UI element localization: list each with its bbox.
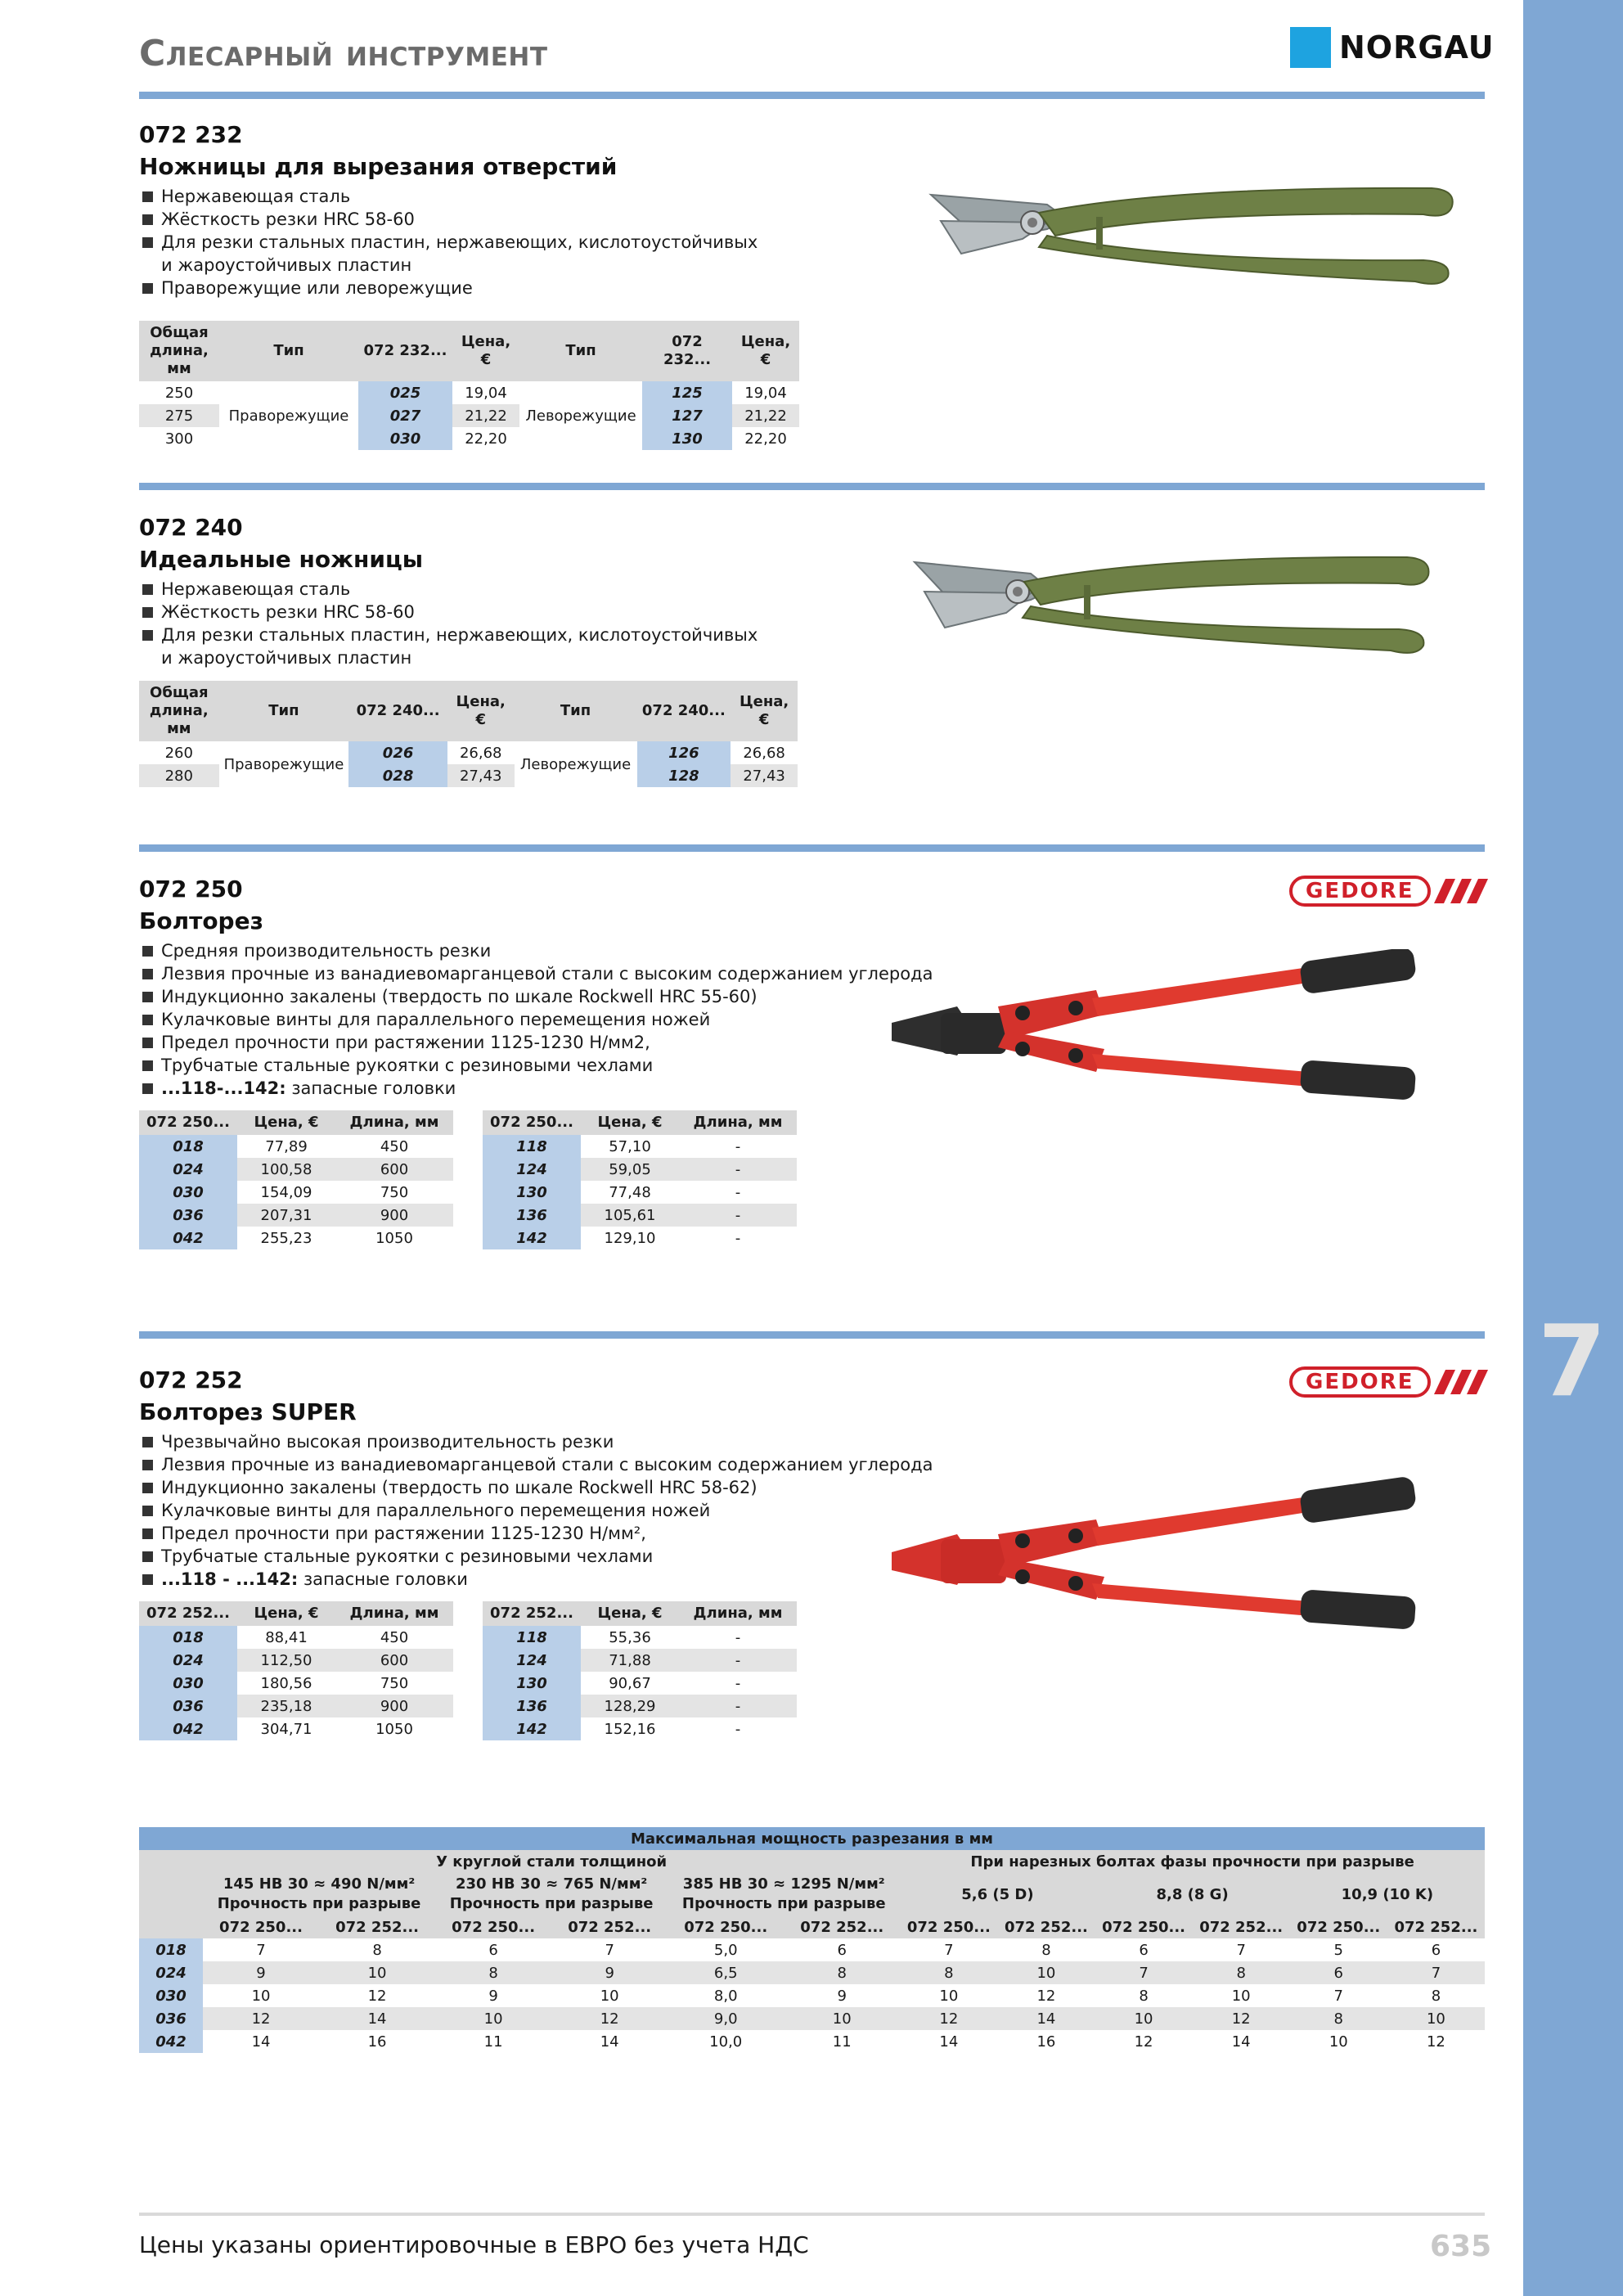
article-cell: 042 (139, 1227, 237, 1249)
article-cell: 118 (483, 1135, 581, 1158)
spare-heads-range: ...118 - ...142: (161, 1569, 299, 1589)
price-cell: 27,43 (731, 764, 798, 787)
price-cell: 304,71 (260, 1720, 312, 1738)
footer-divider (139, 2213, 1485, 2216)
gedore-stripes-icon (1434, 1366, 1491, 1398)
feature-item: Нержавеющая сталь (139, 185, 761, 208)
sub-bolts-header: 8,8 (8 G) (1095, 1873, 1290, 1916)
length-cell: - (735, 1628, 741, 1646)
bolt-cutter-image (883, 949, 1440, 1113)
length-cell: - (735, 1720, 741, 1738)
table-row (139, 1181, 453, 1204)
article-cell: 128 (637, 764, 731, 787)
col-header: 072 250... (203, 1916, 319, 1938)
table-row (139, 1227, 453, 1249)
product-title: Идеальные ножницы (139, 546, 424, 573)
capacity-cell: 9,0 (668, 2007, 784, 2030)
feature-list (139, 939, 957, 1100)
table-row (139, 1158, 453, 1181)
capacity-cell: 8 (1193, 1961, 1290, 1984)
type-cell: Леворежущие (519, 755, 632, 773)
length-cell: 600 (335, 1649, 453, 1672)
feature-list (139, 578, 761, 669)
length-cell: - (735, 1229, 741, 1247)
capacity-cell: 11 (832, 2033, 852, 2051)
article-cell: 030 (358, 427, 452, 450)
capacity-cell: 5,0 (713, 1941, 738, 1959)
col-header: Общая длина, мм (139, 681, 219, 741)
col-header: 072 250... (139, 1110, 237, 1135)
article-cell: 030 (139, 1672, 237, 1695)
product-title: Ножницы для вырезания отверстий (139, 153, 618, 180)
spare-heads-range: ...118-...142: (161, 1078, 286, 1098)
footer-note: Цены указаны ориентировочные в ЕВРО без учета НДС (139, 2231, 809, 2258)
price-cell: 207,31 (237, 1204, 335, 1227)
capacity-cell: 8 (372, 1941, 382, 1959)
length-cell: 750 (380, 1183, 409, 1201)
price-cell: 22,20 (744, 430, 787, 448)
feature-list (139, 1430, 957, 1591)
group-bolts-header: При нарезных болтах фазы прочности при разрыве (900, 1850, 1485, 1873)
price-cell: 255,23 (260, 1229, 312, 1247)
col-header: Цена, € (581, 1601, 679, 1626)
capacity-cell: 6 (1431, 1941, 1441, 1959)
feature-item: Предел прочности при растяжении 1125-1230 Н/мм², (139, 1522, 957, 1545)
divider (139, 1331, 1485, 1339)
capacity-cell: 14 (1231, 2033, 1251, 2051)
col-header: 072 250... (1095, 1916, 1193, 1938)
capacity-cell: 6 (1290, 1961, 1387, 1984)
article-cell: 027 (358, 404, 452, 427)
price-cell: 26,68 (743, 744, 785, 762)
col-header: 072 232... (642, 321, 732, 381)
length-cell: 1050 (375, 1720, 413, 1738)
article-cell: 036 (139, 1695, 237, 1717)
price-cell: 27,43 (447, 764, 515, 787)
capacity-cell: 7 (1387, 1961, 1485, 1984)
col-header: Цена, € (237, 1601, 335, 1626)
page-number: 635 (1430, 2230, 1492, 2263)
capacity-cell: 10 (319, 1961, 435, 1984)
length-cell: 1050 (375, 1229, 413, 1247)
price-cell: 26,68 (459, 744, 502, 762)
col-header: 072 252... (997, 1916, 1095, 1938)
price-cell: 71,88 (581, 1649, 679, 1672)
price-cell: 154,09 (260, 1183, 312, 1201)
capacity-cell: 10,0 (709, 2033, 743, 2051)
gedore-logo-text: GEDORE (1289, 876, 1431, 907)
feature-item (139, 1077, 957, 1100)
col-header: Длина, мм (679, 1110, 797, 1135)
table-row (483, 1158, 797, 1181)
price-cell: 22,20 (465, 430, 507, 448)
capacity-cell: 8,0 (713, 1987, 738, 2005)
price-cell: 112,50 (237, 1649, 335, 1672)
col-header: Цена, € (731, 681, 798, 741)
feature-item: Нержавеющая сталь (139, 578, 761, 601)
length-cell: - (679, 1204, 797, 1227)
sub-round-header: 230 HB 30 ≈ 765 N/мм² Прочность при разрыве (435, 1873, 668, 1916)
divider (139, 92, 1485, 99)
capacity-cell: 7 (605, 1941, 614, 1959)
capacity-cell: 11 (483, 2033, 503, 2051)
table-row (139, 1672, 453, 1695)
capacity-cell: 9 (551, 1961, 668, 1984)
capacity-cell: 6,5 (668, 1961, 784, 1984)
product-072252 (139, 1366, 957, 1591)
chapter-sidebar (1523, 0, 1623, 2296)
brand-name: NORGAU (1339, 29, 1495, 65)
feature-item: Трубчатые стальные рукоятки с резиновыми чехлами (139, 1545, 957, 1568)
capacity-cell: 14 (997, 2007, 1095, 2030)
brand-square-icon (1290, 27, 1331, 68)
capacity-cell: 12 (367, 1987, 387, 2005)
article-cell: 118 (483, 1626, 581, 1649)
col-header: Цена, € (452, 321, 519, 381)
length-cell: 450 (380, 1137, 409, 1155)
divider (139, 844, 1485, 852)
table-row (483, 1626, 797, 1649)
article-cell: 136 (483, 1204, 581, 1227)
table-row (483, 1649, 797, 1672)
capacity-cell: 10 (997, 1961, 1095, 1984)
article-cell: 126 (637, 741, 731, 764)
feature-item: Жёсткость резки HRC 58-60 (139, 601, 761, 624)
capacity-cell: 14 (251, 2033, 271, 2051)
length-cell: 450 (380, 1628, 409, 1646)
price-cell: 19,04 (744, 384, 787, 402)
capacity-cell: 12 (203, 2007, 319, 2030)
article-cell: 130 (642, 427, 732, 450)
capacity-cell: 10 (784, 2007, 900, 2030)
capacity-cell: 8 (784, 1961, 900, 1984)
type-cell: Леворежущие (525, 407, 636, 425)
divider (139, 483, 1485, 490)
col-header: Общая длина, мм (139, 321, 219, 381)
table-row (139, 741, 798, 764)
article-cell: 024 (139, 1649, 237, 1672)
price-cell: 105,61 (581, 1204, 679, 1227)
capacity-cell: 8 (1290, 2007, 1387, 2030)
capacity-cell: 9 (488, 1987, 498, 2005)
table-row (139, 1938, 1485, 1961)
article-cell: 028 (348, 764, 447, 787)
article-cell: 025 (358, 381, 452, 404)
product-title: Болторез SUPER (139, 1398, 357, 1425)
article-cell: 127 (642, 404, 732, 427)
article-cell: 124 (483, 1158, 581, 1181)
price-table-072252-right (483, 1601, 797, 1740)
capacity-cell: 8 (900, 1961, 997, 1984)
gedore-logo-text: GEDORE (1289, 1366, 1431, 1398)
feature-item: Средняя производительность резки (139, 939, 957, 962)
table-row (483, 1717, 797, 1740)
product-072240 (139, 514, 761, 669)
bolt-cutter-super-image (883, 1477, 1440, 1641)
length-cell: 280 (139, 764, 219, 787)
length-cell: - (735, 1137, 741, 1155)
article-cell: 026 (348, 741, 447, 764)
price-table-072232 (139, 321, 799, 450)
ideal-snips-image (908, 544, 1448, 667)
col-header: Длина, мм (335, 1601, 453, 1626)
col-header: Тип (515, 681, 637, 741)
spare-heads-label: запасные головки (285, 1078, 456, 1098)
table-row (139, 1717, 453, 1740)
col-header: 072 250... (435, 1916, 551, 1938)
feature-item: Для резки стальных пластин, нержавеющих, кислотоустойчивых и жароустойчивых пластин (139, 231, 761, 277)
col-header: 072 240... (637, 681, 731, 741)
price-cell: 19,04 (465, 384, 507, 402)
capacity-cell: 12 (1193, 2007, 1290, 2030)
capacity-cell: 7 (1236, 1941, 1246, 1959)
article-cell: 018 (139, 1626, 237, 1649)
capacity-cell: 12 (900, 2007, 997, 2030)
capacity-cell: 16 (367, 2033, 387, 2051)
capacity-cell: 10 (1231, 1987, 1251, 2005)
group-round-header: У круглой стали толщиной (203, 1850, 900, 1873)
length-cell: - (679, 1158, 797, 1181)
table-row (483, 1135, 797, 1158)
col-header: 072 252... (319, 1916, 435, 1938)
article-cell: 130 (483, 1672, 581, 1695)
length-cell: - (679, 1695, 797, 1717)
capacity-cell: 7 (256, 1941, 266, 1959)
col-header: Длина, мм (679, 1601, 797, 1626)
product-072232 (139, 121, 761, 299)
article-cell: 030 (139, 1984, 203, 2007)
article-cell: 030 (139, 1181, 237, 1204)
capacity-cell: 12 (1036, 1987, 1056, 2005)
col-header: 072 252... (1387, 1916, 1485, 1938)
col-header: 072 252... (784, 1916, 900, 1938)
article-cell: 124 (483, 1649, 581, 1672)
price-cell: 129,10 (604, 1229, 656, 1247)
table-row (139, 1135, 453, 1158)
product-code: 072 232 (139, 121, 243, 148)
col-header: Тип (519, 321, 642, 381)
price-table-072250-right (483, 1110, 797, 1249)
col-header: 072 250... (483, 1110, 581, 1135)
price-cell: 88,41 (265, 1628, 308, 1646)
product-code: 072 252 (139, 1366, 243, 1393)
capacity-cell: 14 (319, 2007, 435, 2030)
product-072250 (139, 876, 957, 1100)
capacity-cell: 5 (1333, 1941, 1343, 1959)
price-cell: 235,18 (237, 1695, 335, 1717)
capacity-cell: 7 (944, 1941, 954, 1959)
table-row (139, 1626, 453, 1649)
article-cell: 130 (483, 1181, 581, 1204)
price-table-072250-left (139, 1110, 453, 1249)
table-row (139, 381, 799, 404)
table-row (483, 1672, 797, 1695)
capacity-cell: 10 (1387, 2007, 1485, 2030)
table-row (139, 1961, 1485, 1984)
capacity-cell: 6 (837, 1941, 847, 1959)
table-row (483, 1204, 797, 1227)
length-cell: - (735, 1183, 741, 1201)
feature-item: Жёсткость резки HRC 58-60 (139, 208, 761, 231)
price-cell: 152,16 (604, 1720, 656, 1738)
col-header: Цена, € (581, 1110, 679, 1135)
col-header: 072 240... (348, 681, 447, 741)
table-row (139, 2030, 1485, 2053)
feature-item: Лезвия прочные из ванадиевомарганцевой стали с высоким содержанием углерода (139, 1453, 957, 1476)
capacity-cell: 14 (939, 2033, 959, 2051)
spare-heads-label: запасные головки (298, 1569, 468, 1589)
sub-round-header: 385 HB 30 ≈ 1295 N/мм² Прочность при разрыве (668, 1873, 900, 1916)
price-table-072252-left (139, 1601, 453, 1740)
capacity-cell: 14 (600, 2033, 619, 2051)
length-cell: 300 (164, 430, 194, 448)
capacity-cell: 9 (203, 1961, 319, 1984)
product-code: 072 250 (139, 876, 243, 903)
table-row (483, 1227, 797, 1249)
brand-logo (1290, 27, 1495, 68)
price-cell: 55,36 (609, 1628, 651, 1646)
article-cell: 125 (642, 381, 732, 404)
table-row (139, 1204, 453, 1227)
length-cell: 260 (164, 744, 193, 762)
sub-bolts-header: 5,6 (5 D) (900, 1873, 1095, 1916)
type-cell: Праворежущие (228, 407, 349, 425)
capacity-cell: 8 (435, 1961, 551, 1984)
price-cell: 180,56 (260, 1674, 312, 1692)
col-header: 072 250... (1290, 1916, 1387, 1938)
feature-item: Лезвия прочные из ванадиевомарганцевой стали с высоким содержанием углерода (139, 962, 957, 985)
capacity-cell: 6 (488, 1941, 498, 1959)
cutting-capacity-table (139, 1827, 1485, 2053)
col-header: 072 250... (900, 1916, 997, 1938)
col-header: 072 252... (483, 1601, 581, 1626)
feature-item: Кулачковые винты для параллельного перемещения ножей (139, 1008, 957, 1031)
price-cell: 57,10 (609, 1137, 651, 1155)
col-header: 072 252... (1193, 1916, 1290, 1938)
length-cell: - (735, 1674, 741, 1692)
table-row (483, 1181, 797, 1204)
price-cell: 21,22 (732, 404, 799, 427)
length-cell: 250 (164, 384, 194, 402)
col-header: Длина, мм (335, 1110, 453, 1135)
capacity-cell: 12 (551, 2007, 668, 2030)
length-cell: 600 (335, 1158, 453, 1181)
price-cell: 100,58 (237, 1158, 335, 1181)
article-cell: 042 (139, 2030, 203, 2053)
capacity-cell: 10 (1095, 2007, 1193, 2030)
feature-item: Кулачковые винты для параллельного перемещения ножей (139, 1499, 957, 1522)
price-table-072240 (139, 681, 798, 787)
article-cell: 018 (139, 1938, 203, 1961)
capacity-cell: 16 (1036, 2033, 1056, 2051)
capacity-cell: 12 (1134, 2033, 1153, 2051)
feature-item: Индукционно закалены (твердость по шкале Rockwell HRC 58-62) (139, 1476, 957, 1499)
col-header: Тип (219, 321, 358, 381)
page-title: Слесарный инструмент (139, 33, 548, 74)
article-cell: 018 (139, 1135, 237, 1158)
capacity-cell: 8 (1041, 1941, 1051, 1959)
article-cell: 142 (483, 1717, 581, 1740)
price-cell: 128,29 (581, 1695, 679, 1717)
price-cell: 59,05 (581, 1158, 679, 1181)
capacity-cell: 10 (600, 1987, 619, 2005)
col-header: 072 252... (139, 1601, 237, 1626)
gedore-logo (1289, 876, 1491, 907)
capacity-cell: 7 (1095, 1961, 1193, 1984)
article-cell: 142 (483, 1227, 581, 1249)
col-header: 072 252... (551, 1916, 668, 1938)
feature-item: Трубчатые стальные рукоятки с резиновыми чехлами (139, 1054, 957, 1077)
article-cell: 024 (139, 1961, 203, 1984)
col-header: 072 250... (668, 1916, 784, 1938)
feature-item (139, 1568, 957, 1591)
price-cell: 77,48 (609, 1183, 651, 1201)
article-cell: 024 (139, 1158, 237, 1181)
feature-item: Предел прочности при растяжении 1125-1230 Н/мм2, (139, 1031, 957, 1054)
col-header: Цена, € (732, 321, 799, 381)
feature-list (139, 185, 761, 299)
article-cell: 136 (483, 1695, 581, 1717)
capacity-cell: 10 (251, 1987, 271, 2005)
price-cell: 77,89 (265, 1137, 308, 1155)
length-cell: 900 (335, 1695, 453, 1717)
capacity-cell: 10 (939, 1987, 959, 2005)
table-row (139, 1695, 453, 1717)
sub-round-header: 145 HB 30 ≈ 490 N/мм² Прочность при разрыве (203, 1873, 435, 1916)
feature-item: Для резки стальных пластин, нержавеющих, кислотоустойчивых и жароустойчивых пластин (139, 624, 761, 669)
capacity-cell: 9 (837, 1987, 847, 2005)
gedore-logo (1289, 1366, 1491, 1398)
col-header: Тип (219, 681, 349, 741)
hole-snips-image (924, 172, 1464, 295)
table-row (139, 1649, 453, 1672)
gedore-stripes-icon (1434, 876, 1491, 907)
capacity-cell: 8 (1139, 1987, 1149, 2005)
capacity-cell: 7 (1333, 1987, 1343, 2005)
capacity-title: Максимальная мощность разрезания в мм (139, 1827, 1485, 1850)
feature-item: Индукционно закалены (твердость по шкале Rockwell HRC 55-60) (139, 985, 957, 1008)
price-cell: 90,67 (609, 1674, 651, 1692)
length-cell: 900 (335, 1204, 453, 1227)
product-code: 072 240 (139, 514, 243, 541)
col-header: 072 232... (358, 321, 452, 381)
capacity-cell: 8 (1431, 1987, 1441, 2005)
article-cell: 036 (139, 2007, 203, 2030)
type-cell: Праворежущие (223, 755, 344, 773)
length-cell: - (679, 1649, 797, 1672)
chapter-number: 7 (1538, 1305, 1607, 1419)
capacity-cell: 6 (1139, 1941, 1149, 1959)
feature-item: Чрезвычайно высокая производительность резки (139, 1430, 957, 1453)
length-cell: 750 (380, 1674, 409, 1692)
capacity-cell: 12 (1426, 2033, 1445, 2051)
sub-bolts-header: 10,9 (10 K) (1290, 1873, 1485, 1916)
article-cell: 042 (139, 1717, 237, 1740)
length-cell: 275 (139, 404, 219, 427)
table-row (139, 2007, 1485, 2030)
table-row (139, 1984, 1485, 2007)
product-title: Болторез (139, 907, 263, 934)
price-cell: 21,22 (452, 404, 519, 427)
col-header: Цена, € (447, 681, 515, 741)
table-row (483, 1695, 797, 1717)
article-cell: 036 (139, 1204, 237, 1227)
feature-item: Праворежущие или леворежущие (139, 277, 761, 299)
capacity-cell: 10 (1329, 2033, 1348, 2051)
capacity-cell: 10 (435, 2007, 551, 2030)
col-header: Цена, € (237, 1110, 335, 1135)
